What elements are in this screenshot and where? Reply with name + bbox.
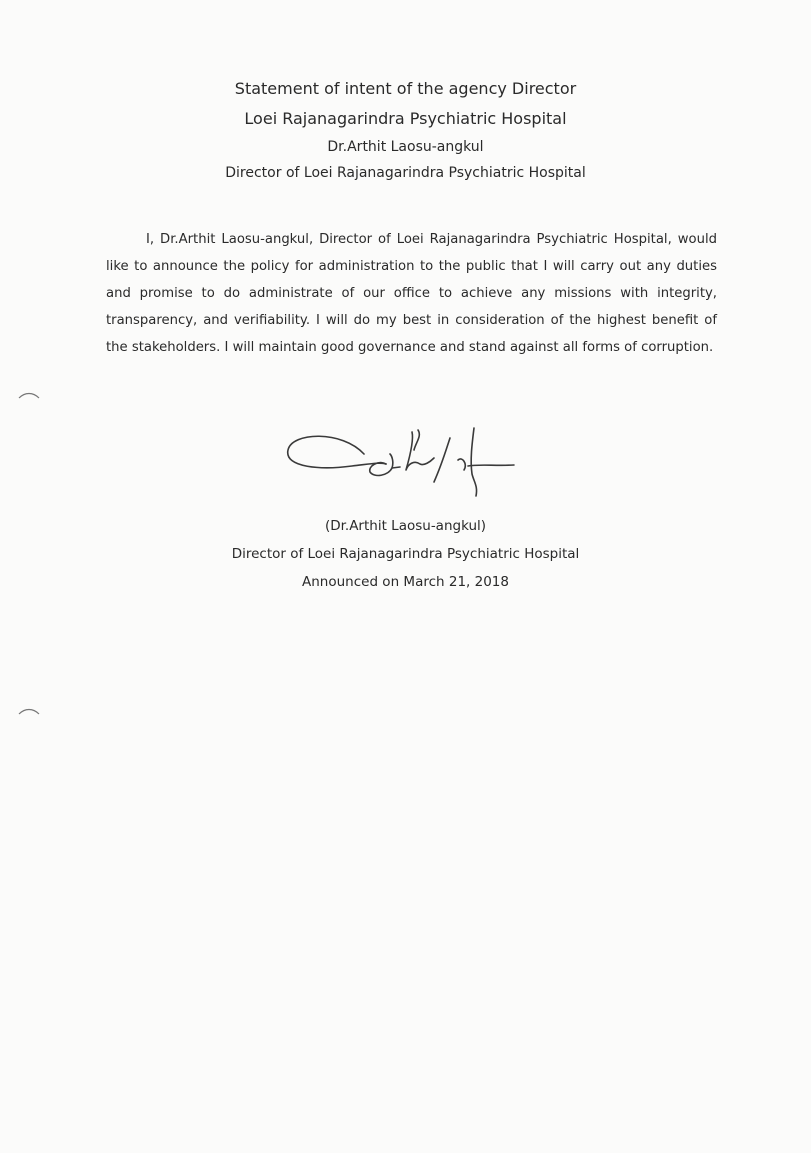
punch-hole-mark bbox=[17, 706, 41, 716]
statement-paragraph: I, Dr.Arthit Laosu-angkul, Director of Loei Rajanagarindra Psychiatric Hospital, would like to announce the policy for administration to the public that I will carry out any duties and promise to do administrate of our office to achieve any missions with integrity, transparency, and verifiability. I will do my best in consideration of the highest benefit of the stakeholders. I will maintain good governance and stand against all forms of corruption. bbox=[106, 232, 717, 356]
announcement-date: Announced on March 21, 2018 bbox=[302, 574, 509, 590]
signatory-name: (Dr.Arthit Laosu-angkul) bbox=[324, 518, 487, 534]
signature-block bbox=[0, 512, 811, 596]
hospital-name: Loei Rajanagarindra Psychiatric Hospital bbox=[244, 109, 567, 128]
punch-hole-mark bbox=[17, 390, 41, 400]
director-name: Dr.Arthit Laosu-angkul bbox=[327, 139, 484, 155]
director-position: Director of Loei Rajanagarindra Psychiatric Hospital bbox=[225, 165, 586, 181]
handwritten-signature bbox=[282, 420, 522, 510]
document-title: Statement of intent of the agency Director bbox=[234, 79, 577, 98]
signatory-position: Director of Loei Rajanagarindra Psychiatric Hospital bbox=[231, 546, 580, 562]
